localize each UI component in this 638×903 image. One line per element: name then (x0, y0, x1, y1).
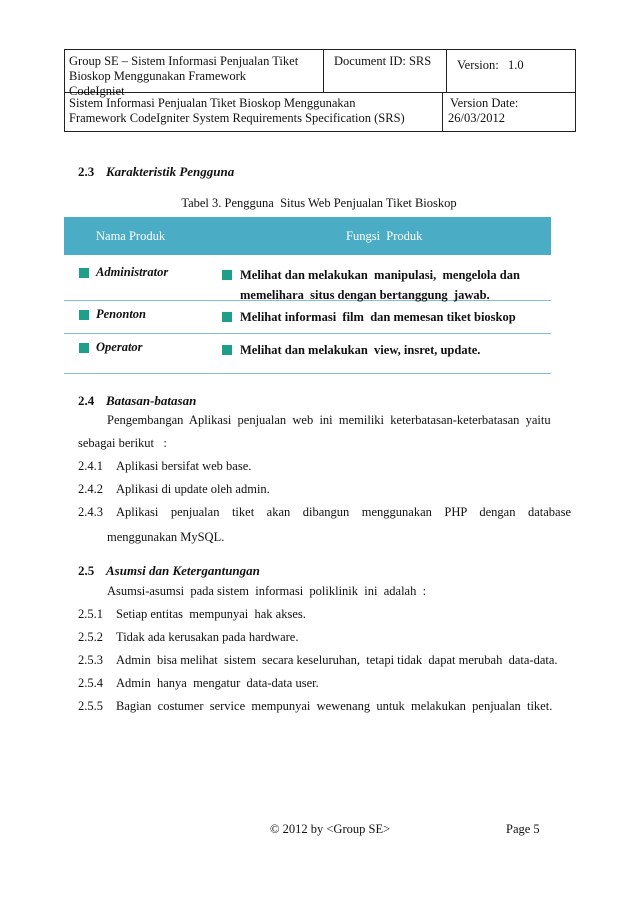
title-line-2: Framework CodeIgniter System Requirements Specification (SRS) (69, 111, 405, 125)
list-item (78, 482, 270, 497)
column-header-name: Nama Produk (96, 229, 166, 243)
list-item-number: 2.5.1 (78, 607, 103, 621)
user-table (64, 217, 551, 374)
version-date-cell (443, 92, 575, 132)
row-function-line-1: Melihat dan melakukan view, insret, update. (240, 343, 481, 357)
row-name-text: Administrator (96, 265, 169, 279)
group-line-3: CodeIgniet (69, 84, 125, 98)
group-line-2: Bioskop Menggunakan Framework (69, 69, 247, 83)
batasan-intro-line-2: sebagai berikut : (78, 436, 167, 450)
list-item (78, 607, 306, 622)
row-function (240, 265, 550, 305)
square-bullet-icon (222, 270, 232, 280)
section-title: Batasan-batasan (106, 393, 197, 408)
square-bullet-icon (222, 345, 232, 355)
section-number: 2.3 (78, 164, 95, 179)
row-function (240, 340, 550, 360)
header-row-1 (65, 50, 575, 98)
list-item-number: 2.5.3 (78, 653, 103, 667)
list-item (78, 505, 571, 520)
list-item (78, 699, 552, 714)
row-function-line-1: Melihat dan melakukan manipulasi, mengelola dan (240, 268, 520, 282)
list-item-number: 2.4.3 (78, 505, 103, 519)
group-line-1: Group SE – Sistem Informasi Penjualan Tiket (69, 54, 299, 68)
row-name (96, 340, 143, 355)
list-item-text: Aplikasi bersifat web base. (116, 459, 252, 473)
list-item (78, 630, 298, 645)
section-heading-2-4 (78, 393, 196, 409)
list-item-text: Aplikasi di update oleh admin. (116, 482, 270, 496)
document-header-table (64, 49, 576, 132)
title-cell (65, 92, 443, 132)
list-item-number: 2.5.2 (78, 630, 103, 644)
list-item-number: 2.4.2 (78, 482, 103, 496)
section-title: Asumsi dan Ketergantungan (106, 563, 260, 578)
list-item-text: Tidak ada kerusakan pada hardware. (116, 630, 299, 644)
square-bullet-icon (79, 343, 89, 353)
column-header-function: Fungsi Produk (346, 229, 423, 243)
list-item-text: Aplikasi penjualan tiket akan dibangun menggunakan PHP dengan database (116, 505, 571, 519)
square-bullet-icon (222, 312, 232, 322)
row-function (240, 307, 550, 327)
section-title: Karakteristik Pengguna (106, 164, 235, 179)
row-name (96, 307, 146, 322)
list-item-number: 2.4.1 (78, 459, 103, 473)
list-item-number: 2.5.5 (78, 699, 103, 713)
list-item-text: Admin bisa melihat sistem secara keseluruhan, tetapi tidak dapat merubah data-data. (116, 653, 558, 667)
row-function-line-1: Melihat informasi film dan memesan tiket bioskop (240, 310, 516, 324)
list-item (78, 676, 319, 691)
list-item-continuation: menggunakan MySQL. (107, 530, 225, 544)
section-heading-2-3 (78, 164, 234, 180)
section-heading-2-5 (78, 563, 260, 579)
asumsi-intro: Asumsi-asumsi pada sistem informasi poliklinik ini adalah : (107, 584, 427, 598)
row-name-text: Operator (96, 340, 143, 354)
table-row (64, 301, 551, 334)
list-item-text: Bagian costumer service mempunyai wewenang untuk melakukan penjualan tiket. (116, 699, 553, 713)
square-bullet-icon (79, 268, 89, 278)
version-date: 26/03/2012 (448, 111, 505, 125)
table-row (64, 255, 551, 301)
version-date-label: Version Date: (450, 96, 519, 110)
row-function-line-2: memelihara situs dengan bertanggung jawab. (240, 288, 490, 302)
group-cell (65, 50, 324, 98)
footer-page-number: Page 5 (506, 822, 540, 836)
row-name (96, 265, 168, 280)
list-item-text: Admin hanya mengatur data-data user. (116, 676, 319, 690)
header-row-2 (65, 92, 575, 132)
list-item-number: 2.5.4 (78, 676, 103, 690)
section-number: 2.4 (78, 393, 95, 408)
document-id: Document ID: SRS (334, 54, 432, 68)
list-item-text: Setiap entitas mempunyai hak akses. (116, 607, 306, 621)
title-line-1: Sistem Informasi Penjualan Tiket Bioskop Menggunakan (69, 96, 356, 110)
version: Version: 1.0 (457, 58, 524, 72)
row-name-text: Penonton (96, 307, 147, 321)
list-item (78, 653, 558, 668)
table-row (64, 334, 551, 374)
list-item (78, 459, 251, 474)
square-bullet-icon (79, 310, 89, 320)
table-header-row (64, 217, 551, 255)
batasan-intro-line-1: Pengembangan Aplikasi penjualan web ini memiliki keterbatasan-keterbatasan yaitu (107, 413, 551, 427)
document-id-cell (324, 50, 447, 92)
version-cell (447, 50, 575, 92)
footer-copyright: © 2012 by <Group SE> (270, 822, 391, 836)
table-caption: Tabel 3. Pengguna Situs Web Penjualan Tiket Bioskop (181, 196, 457, 210)
section-number: 2.5 (78, 563, 95, 578)
